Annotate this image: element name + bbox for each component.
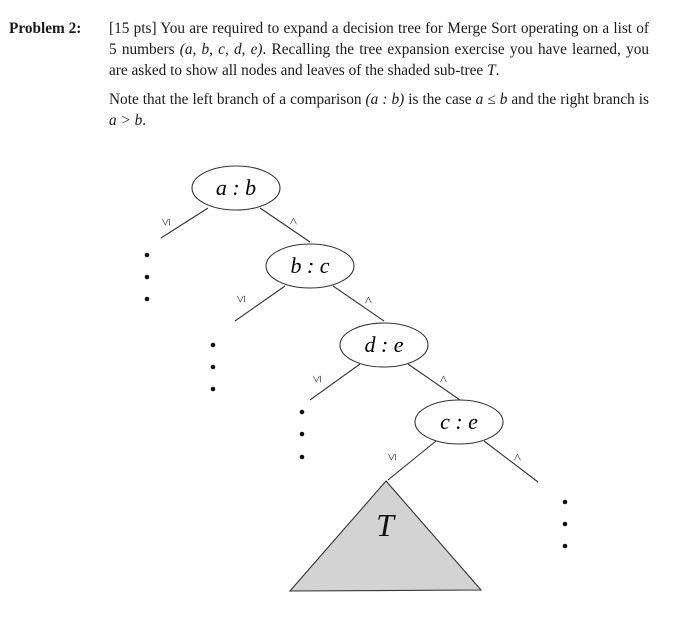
problem-text-2: . Recalling the tree expansion exercise you have learned, you are asked to show all nodes and leaves of the shaded sub-tree bbox=[109, 41, 650, 79]
node-ab-label: a : b bbox=[215, 175, 257, 200]
note-left-case: a ≤ b bbox=[475, 91, 508, 108]
branch-de-left-label: ≤ bbox=[310, 375, 325, 383]
branch-bc-left-label: ≤ bbox=[234, 295, 249, 303]
node-bc-label: b : c bbox=[290, 253, 330, 278]
note-right-case: a > b bbox=[109, 112, 143, 129]
ellipsis-ab-left bbox=[145, 253, 150, 302]
note-comparison: (a : b) bbox=[365, 91, 405, 108]
branch-ab-left-label: ≤ bbox=[159, 218, 174, 226]
node-bc bbox=[266, 244, 354, 288]
note-text-4: . bbox=[142, 112, 147, 129]
ellipsis-de-left bbox=[300, 410, 305, 460]
branch-ce-right-label: > bbox=[511, 453, 526, 461]
note-text-3: and the right branch is bbox=[511, 91, 650, 108]
problem-list: (a, b, c, d, e) bbox=[179, 41, 263, 58]
note-text-2: is the case bbox=[408, 91, 472, 108]
node-ce-label: c : e bbox=[440, 409, 478, 434]
ellipsis-ce-right bbox=[563, 500, 568, 549]
branch-ce-left-label: ≤ bbox=[385, 453, 400, 461]
problem-text-3: . bbox=[495, 62, 500, 79]
problem-points: [15 pts] bbox=[109, 20, 157, 37]
problem-subtree-name: T bbox=[487, 62, 496, 79]
problem-label: Problem 2: bbox=[9, 20, 82, 37]
branch-bc-right-label: > bbox=[362, 296, 377, 304]
ellipsis-bc-left bbox=[211, 343, 216, 392]
edge-de-right bbox=[408, 364, 460, 400]
problem-text-1: You are required to expand a decision tree for Merge Sort operating on a list of 5 numbers bbox=[109, 20, 649, 58]
branch-ab-right-label: > bbox=[287, 217, 302, 225]
note-text-1: Note that the left branch of a comparison bbox=[109, 91, 362, 108]
node-ab bbox=[192, 166, 280, 210]
branch-de-right-label: > bbox=[437, 375, 452, 383]
edge-ab-right bbox=[260, 208, 310, 242]
node-ce bbox=[415, 400, 503, 444]
subtree-t bbox=[290, 481, 481, 591]
node-de-label: d : e bbox=[364, 332, 404, 357]
node-de bbox=[340, 323, 428, 367]
subtree-label: T bbox=[376, 507, 394, 543]
